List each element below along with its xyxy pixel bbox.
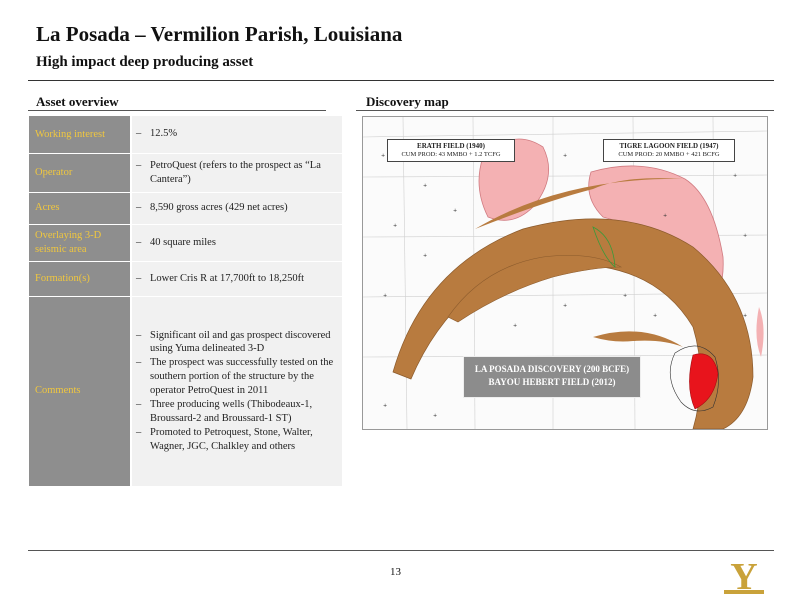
value-line	[136, 398, 334, 426]
overview-row-value	[131, 296, 342, 486]
erath-field-production: CUM PROD: 43 MMBO + 1.2 TCFG	[401, 150, 501, 158]
svg-text:+: +	[743, 313, 748, 319]
overview-row-key: Overlaying 3-D seismic area	[29, 224, 131, 261]
erath-field-label	[387, 139, 515, 162]
overview-row	[29, 296, 342, 486]
svg-text:+: +	[423, 253, 428, 259]
svg-text:+: +	[623, 293, 628, 299]
overview-row	[29, 192, 342, 224]
value-line	[136, 236, 334, 250]
svg-text:+: +	[433, 413, 438, 419]
tigre-field-production: CUM PROD: 20 MMBO + 421 BCFG	[618, 150, 720, 158]
svg-text:+: +	[563, 153, 568, 159]
erath-field-name: ERATH FIELD (1940)	[417, 142, 485, 150]
overview-row-key: Working interest	[29, 116, 131, 153]
value-line	[136, 127, 334, 141]
svg-text:+: +	[663, 213, 668, 219]
east-field-outline	[756, 307, 763, 357]
map-divider	[356, 110, 774, 111]
bottom-divider	[28, 550, 774, 551]
value-line	[136, 272, 334, 286]
bullet-dash: –	[136, 159, 142, 171]
discovery-map-heading: Discovery map	[366, 94, 449, 109]
bullet-dash: –	[136, 202, 142, 214]
svg-text:+: +	[381, 153, 386, 159]
overview-row-value	[131, 192, 342, 224]
south-fault-band	[593, 331, 683, 347]
svg-text:+: +	[563, 303, 568, 309]
overview-row	[29, 153, 342, 192]
company-logo	[722, 556, 766, 596]
asset-overview-heading: Asset overview	[36, 94, 119, 109]
svg-text:+: +	[383, 403, 388, 409]
page-number: 13	[390, 566, 401, 578]
value-line	[136, 201, 334, 215]
overview-row	[29, 261, 342, 296]
value-text: The prospect was successfully tested on the southern portion of the structure by the operator PetroQuest in 2011	[150, 357, 334, 397]
discovery-label-line1: LA POSADA DISCOVERY (200 BCFE)	[474, 364, 630, 374]
value-text: Promoted to Petroquest, Stone, Walter, Wagner, JGC, Chalkley and others	[150, 426, 313, 452]
logo-glyph: Y	[730, 556, 758, 596]
value-line	[136, 356, 334, 398]
svg-text:+: +	[513, 323, 518, 329]
bullet-dash: –	[136, 329, 142, 341]
overview-row-value	[131, 224, 342, 261]
value-line	[136, 159, 334, 187]
svg-text:+: +	[453, 208, 458, 214]
value-text: Lower Cris R at 17,700ft to 18,250ft	[150, 272, 304, 284]
svg-text:+: +	[733, 173, 738, 179]
overview-row	[29, 116, 342, 153]
asset-overview-table	[29, 116, 342, 487]
tigre-field-label	[603, 139, 735, 162]
overview-row-value	[131, 261, 342, 296]
svg-text:+: +	[423, 183, 428, 189]
value-text: Significant oil and gas prospect discovered using Yuma delineated 3-D	[150, 329, 331, 355]
overview-row	[29, 224, 342, 261]
discovery-label	[463, 356, 641, 398]
value-text: Three producing wells (Thibodeaux-1, Broussard-2 and Broussard-1 ST)	[150, 398, 313, 424]
svg-text:+: +	[383, 293, 388, 299]
bullet-dash: –	[136, 398, 142, 410]
overview-row-key: Formation(s)	[29, 261, 131, 296]
value-text: 12.5%	[150, 128, 178, 140]
tigre-field-name: TIGRE LAGOON FIELD (1947)	[619, 142, 719, 150]
overview-row-key: Operator	[29, 153, 131, 192]
top-divider	[28, 80, 774, 81]
bullet-dash: –	[136, 236, 142, 248]
value-line	[136, 426, 334, 454]
bullet-dash: –	[136, 426, 142, 438]
page-title: La Posada – Vermilion Parish, Louisiana	[36, 22, 403, 46]
value-text: 40 square miles	[150, 236, 216, 248]
bullet-dash: –	[136, 357, 142, 369]
value-text: 8,590 gross acres (429 net acres)	[150, 202, 288, 214]
discovery-label-line2: BAYOU HEBERT FIELD (2012)	[488, 377, 616, 387]
page-subtitle: High impact deep producing asset	[36, 54, 254, 70]
overview-row-value	[131, 116, 342, 153]
discovery-map	[362, 116, 768, 430]
overview-row-key: Comments	[29, 296, 131, 486]
svg-text:+: +	[743, 233, 748, 239]
overview-row-key: Acres	[29, 192, 131, 224]
bullet-dash: –	[136, 272, 142, 284]
svg-text:+: +	[653, 313, 658, 319]
overview-row-value	[131, 153, 342, 192]
value-text: PetroQuest (refers to the prospect as “La Cantera”)	[150, 159, 321, 185]
svg-text:+: +	[393, 223, 398, 229]
overview-divider	[28, 110, 326, 111]
bullet-dash: –	[136, 128, 142, 140]
value-line	[136, 329, 334, 357]
